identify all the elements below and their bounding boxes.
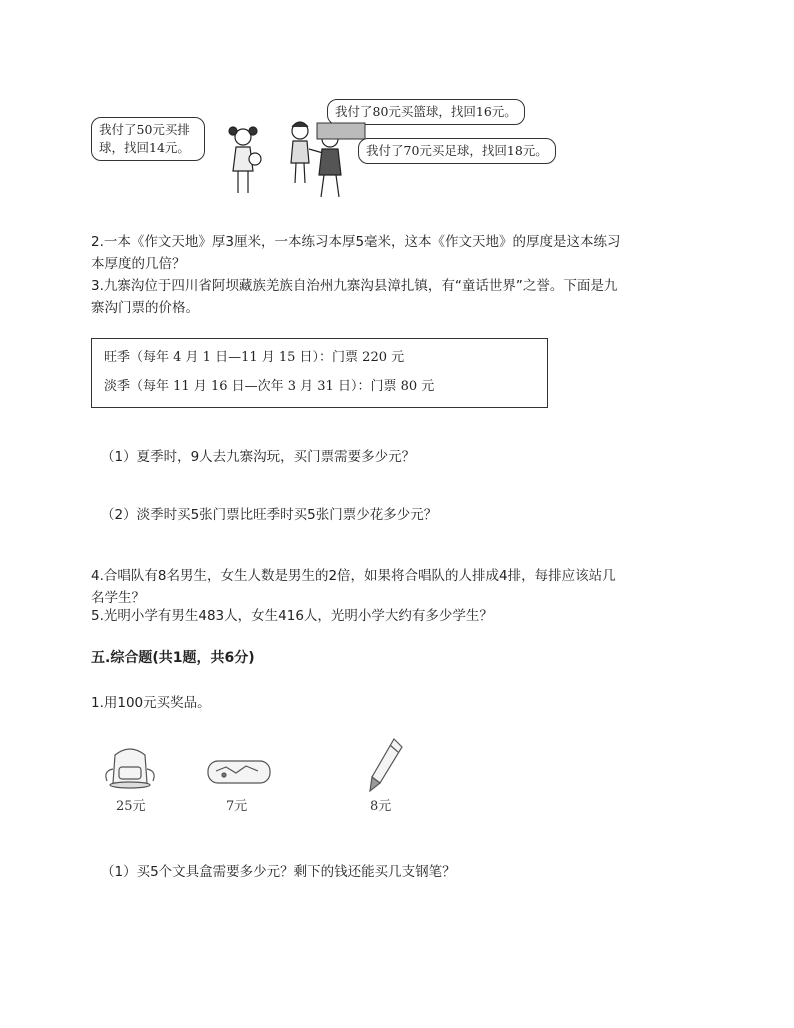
section-5-sub-1: （1）买5个文具盒需要多少元？剩下的钱还能买几支钢笔？ (101, 864, 456, 880)
pen-icon (366, 735, 406, 795)
pencil-case-price: 7元 (226, 799, 248, 814)
question-line: 2.一本《作文天地》厚3厘米，一本练习本厚5毫米，这本《作文天地》的厚度是这本练习 (91, 234, 621, 250)
peak-season-price: 旺季（每年 4 月 1 日—11 月 15 日）：门票 220 元 (104, 350, 405, 365)
speech-bubble-volleyball (91, 117, 205, 161)
question-line: 3.九寨沟位于四川省阿坝藏族羌族自治州九寨沟县漳扎镇，有“童话世界”之誉。下面是九 (91, 278, 618, 294)
question-3 (91, 275, 617, 319)
speech-bubble-football (358, 138, 556, 164)
question-4 (91, 565, 616, 609)
question-3-sub-2: （2）淡季时买5张门票比旺季时买5张门票少花多少元？ (101, 507, 438, 523)
shop-counter (317, 123, 365, 139)
bubble-line: 我付了50元买排 (99, 122, 190, 137)
backpack-icon (101, 743, 159, 789)
section-5-question-1: 1.用100元买奖品。 (91, 695, 211, 711)
question-5: 5.光明小学有男生483人，女生416人，光明小学大约有多少学生？ (91, 608, 493, 624)
backpack-price: 25元 (116, 799, 146, 814)
ticket-price-table (91, 338, 548, 408)
pen-price: 8元 (370, 799, 392, 814)
off-season-price: 淡季（每年 11 月 16 日—次年 3 月 31 日）：门票 80 元 (104, 379, 435, 394)
question-3-sub-1: （1）夏季时，9人去九寨沟玩，买门票需要多少元？ (101, 449, 416, 465)
bubble-text: 我付了70元买足球，找回18元。 (366, 143, 548, 158)
question-line: 本厚度的几倍？ (91, 256, 186, 272)
bubble-line: 球，找回14元。 (99, 140, 190, 155)
question-line: 4.合唱队有8名男生，女生人数是男生的2倍，如果将合唱队的人排成4排，每排应该站几 (91, 568, 616, 584)
children-illustration (205, 105, 370, 200)
pencil-case-icon (206, 757, 272, 787)
girl-figure (229, 127, 261, 193)
question-line: 寨沟门票的价格。 (91, 300, 199, 316)
bubble-text: 我付了80元买篮球，找回16元。 (335, 104, 517, 119)
boy-figure (319, 130, 341, 197)
question-2 (91, 231, 621, 275)
section-heading: 五.综合题(共1题，共6分) (91, 650, 255, 666)
question-line: 名学生？ (91, 590, 145, 606)
